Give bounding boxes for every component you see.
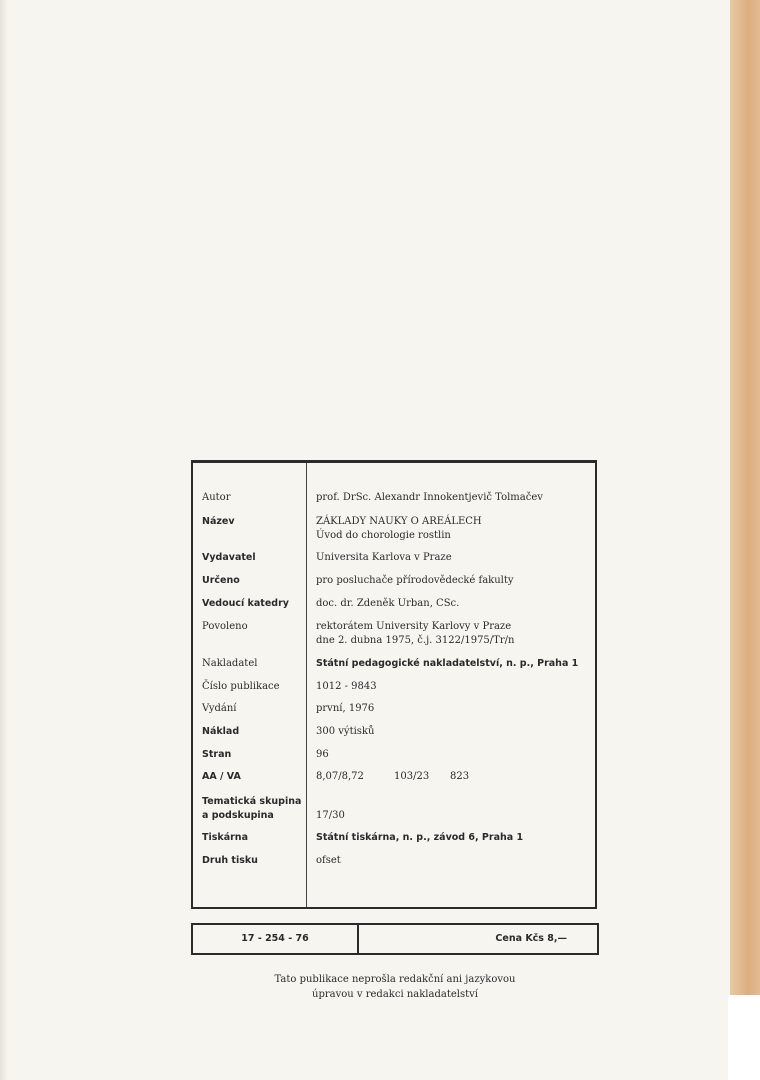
label-printer: Tiskárna: [202, 832, 248, 843]
value-approved-date: dne 2. dubna 1975, č.j. 3122/1975/Tr/n: [316, 635, 515, 646]
value-theme-group: 17/30: [316, 810, 345, 821]
label-aa-va: AA / VA: [202, 771, 241, 782]
value-head: doc. dr. Zdeněk Urban, CSc.: [316, 598, 460, 609]
label-edition: Vydání: [202, 703, 237, 714]
value-aa-va-b: 103/23: [394, 771, 430, 782]
value-intended: pro posluchače přírodovědecké fakulty: [316, 575, 514, 586]
value-print-run: 300 výtisků: [316, 726, 375, 737]
label-pub-number: Číslo publikace: [202, 681, 280, 692]
page-edge: [730, 0, 760, 1080]
label-theme-subgroup: a podskupina: [202, 810, 274, 821]
value-printer: Státní tiskárna, n. p., závod 6, Praha 1: [316, 832, 524, 843]
value-pages: 96: [316, 749, 329, 760]
value-author: prof. DrSc. Alexandr Innokentjevič Tolmačev: [316, 492, 543, 503]
label-head: Vedoucí katedry: [202, 598, 289, 609]
label-print-type: Druh tisku: [202, 855, 258, 866]
value-publisher: Universita Karlova v Praze: [316, 552, 452, 563]
column-divider: [306, 463, 307, 907]
note-line-1: Tato publikace neprošla redakční ani jazykovou: [274, 974, 516, 985]
price-separator: [357, 925, 359, 953]
value-title: ZÁKLADY NAUKY O AREÁLECH: [316, 516, 482, 527]
value-subtitle: Úvod do chorologie rostlin: [316, 530, 451, 541]
colophon-table: [191, 460, 597, 909]
label-intended: Určeno: [202, 575, 240, 586]
value-edition: první, 1976: [316, 703, 375, 714]
price-label: Cena Kčs 8,—: [495, 933, 567, 944]
value-nakladatel: Státní pedagogické nakladatelství, n. p., Praha 1: [316, 658, 579, 669]
price-box: [191, 923, 599, 955]
catalog-code: 17 - 254 - 76: [241, 933, 309, 944]
label-title: Název: [202, 516, 235, 527]
label-pages: Stran: [202, 749, 232, 760]
value-aa-va: 8,07/8,72: [316, 771, 364, 782]
value-approved: rektorátem University Karlovy v Praze: [316, 621, 512, 632]
editorial-note: [191, 972, 599, 1002]
page-shadow: [0, 0, 8, 1080]
label-author: Autor: [202, 492, 231, 503]
value-pub-number: 1012 - 9843: [316, 681, 377, 692]
label-approved: Povoleno: [202, 621, 248, 632]
label-theme-group: Tematická skupina: [202, 796, 302, 807]
page-edge-corner: [728, 995, 760, 1080]
label-publisher: Vydavatel: [202, 552, 256, 563]
label-print-run: Náklad: [202, 726, 240, 737]
value-print-type: ofset: [316, 855, 341, 866]
label-nakladatel: Nakladatel: [202, 658, 258, 669]
note-line-2: úpravou v redakci nakladatelství: [312, 989, 478, 1000]
value-aa-va-c: 823: [450, 771, 470, 782]
